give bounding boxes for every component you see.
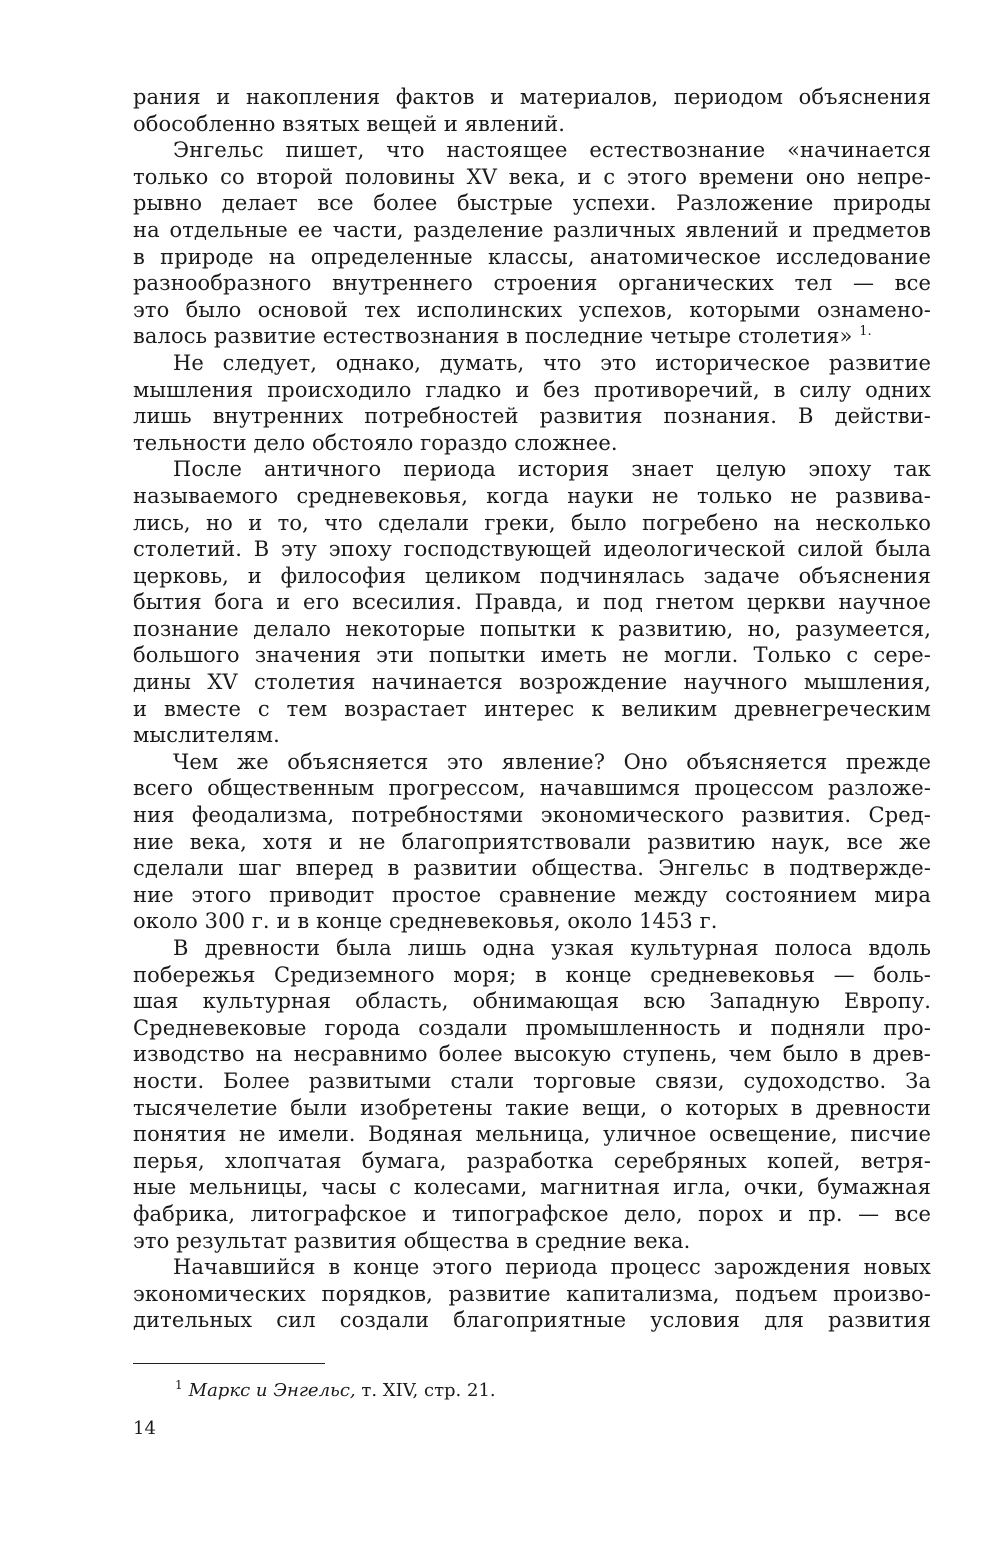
text-line — [133, 217, 931, 244]
text-line-content: познание делало некоторые попытки к развитию, но, разумеется, — [133, 616, 931, 641]
text-line — [133, 1307, 931, 1334]
text-line-content: экономических порядков, развитие капитализма, подъем произво- — [133, 1281, 931, 1306]
text-line — [133, 456, 931, 483]
text-line — [133, 908, 931, 935]
text-line-content: называемого средневековья, когда науки не только не развива- — [133, 483, 931, 508]
text-line — [133, 722, 931, 749]
text-line-content: дительных сил создали благоприятные условия для развития — [133, 1308, 931, 1333]
text-line — [133, 1174, 931, 1201]
text-line — [133, 164, 931, 191]
text-line-content: Энгельс пишет, что настоящее естествознание «начинается — [173, 138, 931, 163]
text-line — [133, 696, 931, 723]
text-line — [133, 775, 931, 802]
footnote-mark: 1 — [175, 1378, 183, 1392]
text-line-content: Средневековые города создали промышленность и подняли про- — [133, 1015, 931, 1040]
text-line — [133, 84, 931, 111]
text-line-content: побережья Средиземного моря; в конце средневековья — боль- — [133, 962, 931, 987]
text-line — [133, 1281, 931, 1308]
text-line-content: лись, но и то, что сделали греки, было погребено на несколько — [133, 510, 931, 535]
text-line-content: сделали шаг вперед в развитии общества. Энгельс в подтвержде- — [133, 856, 931, 881]
text-line — [133, 935, 931, 962]
footnote-reference: 1. — [859, 324, 872, 340]
text-line — [133, 323, 931, 350]
footnote-authors: Маркс и Энгельс, — [188, 1380, 356, 1401]
text-line-content: столетий. В эту эпоху господствующей идеологической силой была — [133, 537, 931, 562]
text-line-content: обособленно взятых вещей и явлений. — [133, 111, 565, 136]
text-line — [133, 829, 931, 856]
text-line-content: рания и накопления фактов и материалов, периодом объяснения — [133, 85, 931, 109]
text-line — [133, 403, 931, 430]
text-line-content: это результат развития общества в средние века. — [133, 1228, 691, 1253]
text-line — [133, 270, 931, 297]
text-line-content: ные мельницы, часы с колесами, магнитная игла, очки, бумажная — [133, 1175, 931, 1200]
text-line-content: перья, хлопчатая бумага, разработка серебряных копей, ветря- — [133, 1148, 931, 1173]
text-line-content: ности. Более развитыми стали торговые связи, судоходство. За — [133, 1068, 931, 1093]
text-line — [133, 563, 931, 590]
text-line — [133, 855, 931, 882]
text-line — [133, 510, 931, 537]
text-line — [133, 1095, 931, 1122]
text-line — [133, 749, 931, 776]
footnote-divider — [133, 1363, 325, 1364]
text-line-content: бытия бога и его всесилия. Правда, и под гнетом церкви научное — [133, 590, 931, 615]
text-line-content: Чем же объясняется это явление? Оно объясняется прежде — [173, 749, 931, 774]
text-line-content: разнообразного внутреннего строения органических тел — все — [133, 271, 931, 296]
text-line-content: всего общественным прогрессом, начавшимся процессом разложе- — [133, 776, 931, 801]
text-line-content: тысячелетие были изобретены такие вещи, о которых в древности — [133, 1095, 931, 1120]
text-line — [133, 616, 931, 643]
text-line — [133, 244, 931, 271]
text-line — [133, 1041, 931, 1068]
text-line — [133, 350, 931, 377]
text-line — [133, 190, 931, 217]
text-line-content: В древности была лишь одна узкая культурная полоса вдоль — [173, 936, 931, 960]
text-line-content: в природе на определенные классы, анатомическое исследование — [133, 244, 931, 269]
text-line-content: Не следует, однако, думать, что это историческое развитие — [173, 350, 931, 375]
text-line — [133, 802, 931, 829]
text-line — [133, 1148, 931, 1175]
text-line-content: только со второй половины XV века, и с этого времени оно непре- — [133, 164, 931, 189]
text-line — [133, 1068, 931, 1095]
main-text — [133, 84, 931, 1334]
text-line — [133, 430, 931, 457]
text-line — [133, 589, 931, 616]
text-line — [133, 669, 931, 696]
text-line-content: мыслителям. — [133, 723, 280, 748]
footnote-source: т. XIV, стр. 21. — [361, 1380, 496, 1401]
text-line-content: церковь, и философия целиком подчинялась задаче объяснения — [133, 563, 931, 588]
text-line — [133, 297, 931, 324]
text-line-content: После античного периода история знает целую эпоху так — [173, 457, 931, 482]
text-line-content: шая культурная область, обнимающая всю Западную Европу. — [133, 989, 931, 1014]
text-line-content: это было основой тех исполинских успехов, которыми ознамено- — [133, 297, 931, 322]
text-line — [133, 1228, 931, 1255]
text-line-content: фабрика, литографское и типографское дело, порох и пр. — все — [133, 1201, 931, 1226]
text-line-content: Начавшийся в конце этого периода процесс зарождения новых — [173, 1255, 931, 1280]
text-line-content: на отдельные ее части, разделение различных явлений и предметов — [133, 217, 931, 242]
text-line — [133, 111, 931, 138]
text-line — [133, 988, 931, 1015]
text-line-content: ние века, хотя и не благоприятствовали развитию наук, все же — [133, 829, 931, 854]
text-line-content: дины XV столетия начинается возрождение научного мышления, — [133, 670, 931, 695]
text-line — [133, 377, 931, 404]
text-line-content: валось развитие естествознания в последние четыре столетия» — [133, 324, 853, 349]
text-line-content: понятия не имели. Водяная мельница, уличное освещение, писчие — [133, 1122, 931, 1147]
footnote — [175, 1378, 496, 1401]
text-line-content: рывно делает все более быстрые успехи. Разложение природы — [133, 191, 931, 216]
text-line-content: изводство на несравнимо более высокую ступень, чем было в древ- — [133, 1042, 931, 1067]
text-line-content: большого значения эти попытки иметь не могли. Только с сере- — [133, 643, 931, 668]
text-line-content: ния феодализма, потребностями экономического развития. Сред- — [133, 803, 931, 828]
page-number: 14 — [133, 1418, 156, 1439]
text-line — [133, 137, 931, 164]
text-line-content: около 300 г. и в конце средневековья, около 1453 г. — [133, 909, 718, 934]
text-line — [133, 882, 931, 909]
text-line-content: и вместе с тем возрастает интерес к великим древнегреческим — [133, 696, 931, 721]
text-line-content: мышления происходило гладко и без противоречий, в силу одних — [133, 377, 931, 402]
text-line — [133, 642, 931, 669]
text-line-content: ние этого приводит простое сравнение между состоянием мира — [133, 882, 931, 907]
text-line — [133, 536, 931, 563]
text-line-content: лишь внутренних потребностей развития познания. В действи- — [133, 404, 931, 429]
text-line — [133, 1015, 931, 1042]
text-line — [133, 1121, 931, 1148]
text-line-content: тельности дело обстояло гораздо сложнее. — [133, 430, 618, 455]
text-line — [133, 962, 931, 989]
text-line — [133, 1201, 931, 1228]
text-line — [133, 1254, 931, 1281]
text-line — [133, 483, 931, 510]
